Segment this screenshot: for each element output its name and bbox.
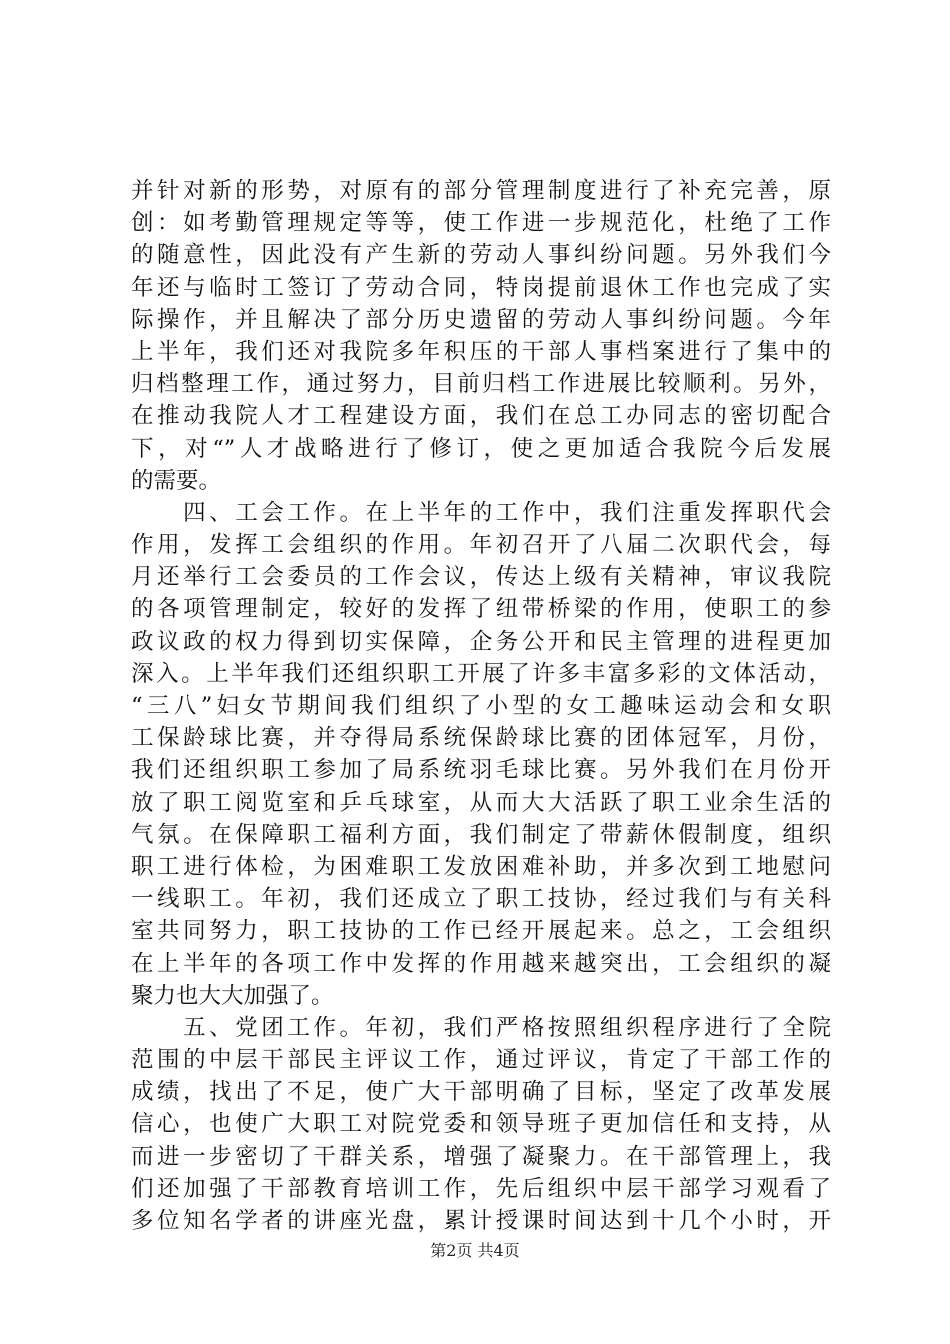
document-body (131, 175, 831, 1237)
text-line: 的各项管理制定，较好的发挥了纽带桥梁的作用，使职工的参 (131, 596, 831, 623)
text-line: 工保龄球比赛，并夺得局系统保龄球比赛的团体冠军，月份， (131, 725, 831, 752)
text-line: 在推动我院人才工程建设方面，我们在总工办同志的密切配合 (131, 403, 831, 430)
text-line: 气氛。在保障职工福利方面，我们制定了带薪休假制度，组织 (131, 821, 831, 848)
text-line: 室共同努力，职工技协的工作已经开展起来。总之，工会组织 (131, 918, 831, 945)
text-line: 的随意性，因此没有产生新的劳动人事纠纷问题。另外我们今 (131, 242, 831, 269)
paragraph-end-line: 聚力也大大加强了。 (131, 982, 334, 1009)
text-line: 我们还组织职工参加了局系统羽毛球比赛。另外我们在月份开 (131, 757, 831, 784)
text-line: 作用，发挥工会组织的作用。年初召开了八届二次职代会，每 (131, 532, 831, 559)
text-line: 归档整理工作，通过努力，目前归档工作进展比较顺利。另外， (131, 371, 831, 398)
text-line: 一线职工。年初，我们还成立了职工技协，经过我们与有关科 (131, 886, 831, 913)
text-line: 们还加强了干部教育培训工作，先后组织中层干部学习观看了 (131, 1175, 831, 1202)
text-line: 下，对“”人才战略进行了修订，使之更加适合我院今后发展 (131, 435, 831, 462)
text-line: 成绩，找出了不足，使广大干部明确了目标，坚定了改革发展 (131, 1079, 831, 1106)
text-line: 际操作，并且解决了部分历史遗留的劳动人事纠纷问题。今年 (131, 306, 831, 333)
text-line: “三八”妇女节期间我们组织了小型的女工趣味运动会和女职 (131, 693, 831, 719)
text-line: 在上半年的各项工作中发挥的作用越来越突出，工会组织的凝 (131, 950, 831, 977)
text-line: 月还举行工会委员的工作会议，传达上级有关精神，审议我院 (131, 564, 831, 591)
section-heading-line: 四、工会工作。在上半年的工作中，我们注重发挥职代会 (131, 499, 831, 526)
text-line: 创：如考勤管理规定等等，使工作进一步规范化，杜绝了工作 (131, 210, 831, 237)
page-number-footer: 第2页 共4页 (430, 1241, 520, 1260)
text-line: 范围的中层干部民主评议工作，通过评议，肯定了干部工作的 (131, 1047, 831, 1074)
text-line: 年还与临时工签订了劳动合同，特岗提前退休工作也完成了实 (131, 274, 831, 301)
section-heading-line: 五、党团工作。年初，我们严格按照组织程序进行了全院 (131, 1014, 831, 1041)
text-line: 信心，也使广大职工对院党委和领导班子更加信任和支持，从 (131, 1111, 831, 1138)
text-line: 放了职工阅览室和乒乓球室，从而大大活跃了职工业余生活的 (131, 789, 831, 816)
text-line: 而进一步密切了干群关系，增强了凝聚力。在干部管理上，我 (131, 1143, 831, 1170)
text-line: 并针对新的形势，对原有的部分管理制度进行了补充完善，原 (131, 178, 831, 204)
text-line: 上半年，我们还对我院多年积压的干部人事档案进行了集中的 (131, 338, 831, 365)
text-line: 政议政的权力得到切实保障，企务公开和民主管理的进程更加 (131, 628, 831, 655)
text-line: 深入。上半年我们还组织职工开展了许多丰富多彩的文体活动， (131, 660, 831, 687)
text-line: 职工进行体检，为困难职工发放困难补助，并多次到工地慰问 (131, 853, 831, 880)
text-line: 多位知名学者的讲座光盘，累计授课时间达到十几个小时，开 (131, 1208, 831, 1234)
paragraph-end-line: 的需要。 (131, 467, 222, 494)
